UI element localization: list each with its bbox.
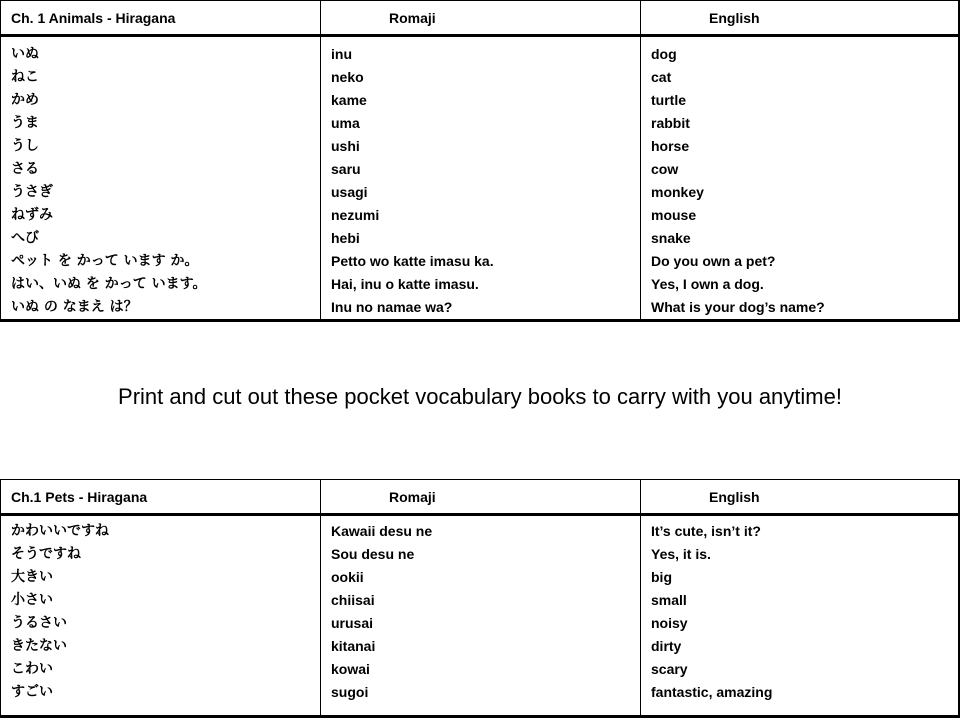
table-header-row bbox=[1, 480, 959, 515]
hiragana-item: こわい bbox=[11, 661, 53, 677]
hiragana-item: さる bbox=[11, 161, 39, 177]
hiragana-item: はい、いぬ を かって います。 bbox=[11, 276, 207, 292]
header-romaji bbox=[321, 1, 641, 36]
hiragana-item: 小さい bbox=[11, 592, 53, 608]
hiragana-item: すごい bbox=[11, 684, 53, 700]
english-item: What is your dog’s name? bbox=[651, 299, 825, 315]
english-item: It’s cute, isn’t it? bbox=[651, 523, 761, 539]
hiragana-column bbox=[1, 36, 321, 321]
romaji-item: Kawaii desu ne bbox=[331, 523, 433, 539]
romaji-item: sugoi bbox=[331, 684, 369, 700]
english-item: mouse bbox=[651, 207, 697, 223]
english-item: cow bbox=[651, 161, 679, 177]
hiragana-list bbox=[11, 520, 320, 704]
romaji-item: saru bbox=[331, 161, 361, 177]
english-item: snake bbox=[651, 230, 691, 246]
animals-vocab-table bbox=[0, 0, 960, 322]
pets-vocab-table bbox=[0, 479, 960, 718]
english-item: turtle bbox=[651, 92, 686, 108]
english-item: noisy bbox=[651, 615, 688, 631]
romaji-column bbox=[321, 515, 641, 717]
hiragana-item: ねこ bbox=[11, 69, 39, 85]
english-item: dirty bbox=[651, 638, 682, 654]
hiragana-item: うさぎ bbox=[11, 184, 53, 200]
table-header-row bbox=[1, 1, 959, 36]
english-item: monkey bbox=[651, 184, 704, 200]
english-item: small bbox=[651, 592, 687, 608]
romaji-item: ushi bbox=[331, 138, 360, 154]
header-hiragana-label: Ch.1 Pets - Hiragana bbox=[11, 488, 148, 505]
romaji-column bbox=[321, 36, 641, 321]
hiragana-column bbox=[1, 515, 321, 717]
hiragana-item: いぬ の なまえ は？ bbox=[11, 299, 138, 315]
romaji-item: uma bbox=[331, 115, 360, 131]
romaji-item: Sou desu ne bbox=[331, 546, 415, 562]
romaji-item: Petto wo katte imasu ka. bbox=[331, 253, 494, 269]
romaji-item: ookii bbox=[331, 569, 364, 585]
english-item: cat bbox=[651, 69, 672, 85]
english-item: fantastic, amazing bbox=[651, 684, 773, 700]
header-english-label: English bbox=[709, 9, 760, 26]
english-item: dog bbox=[651, 46, 677, 62]
hiragana-item: いぬ bbox=[11, 46, 39, 62]
english-list bbox=[651, 43, 958, 319]
romaji-item: chiisai bbox=[331, 592, 375, 608]
english-item: rabbit bbox=[651, 115, 690, 131]
romaji-item: neko bbox=[331, 69, 364, 85]
header-english bbox=[641, 480, 959, 515]
romaji-item: kame bbox=[331, 92, 367, 108]
hiragana-item: うし bbox=[11, 138, 39, 154]
hiragana-item: そうですね bbox=[11, 546, 81, 562]
hiragana-item: ねずみ bbox=[11, 207, 53, 223]
romaji-item: nezumi bbox=[331, 207, 380, 223]
hiragana-item: うま bbox=[11, 115, 39, 131]
romaji-list bbox=[331, 43, 640, 319]
english-list bbox=[651, 520, 958, 704]
romaji-list bbox=[331, 520, 640, 704]
romaji-item: hebi bbox=[331, 230, 360, 246]
header-hiragana bbox=[1, 1, 321, 36]
romaji-item: inu bbox=[331, 46, 352, 62]
english-item: horse bbox=[651, 138, 690, 154]
english-item: Yes, it is. bbox=[651, 546, 711, 562]
header-english-label: English bbox=[709, 488, 760, 505]
romaji-item: urusai bbox=[331, 615, 374, 631]
english-column bbox=[641, 515, 959, 717]
header-romaji bbox=[321, 480, 641, 515]
table-body-row bbox=[1, 36, 959, 321]
english-column bbox=[641, 36, 959, 321]
hiragana-list bbox=[11, 43, 320, 319]
english-item: big bbox=[651, 569, 672, 585]
header-english bbox=[641, 1, 959, 36]
print-caption: Print and cut out these pocket vocabulary books to carry with you anytime! bbox=[118, 384, 842, 409]
english-item: scary bbox=[651, 661, 688, 677]
hiragana-item: かわいいですね bbox=[11, 523, 109, 539]
header-romaji-label: Romaji bbox=[389, 9, 436, 26]
romaji-item: Inu no namae wa? bbox=[331, 299, 453, 315]
romaji-item: usagi bbox=[331, 184, 368, 200]
romaji-item: Hai, inu o katte imasu. bbox=[331, 276, 479, 292]
romaji-item: kitanai bbox=[331, 638, 376, 654]
hiragana-item: 大きい bbox=[11, 569, 53, 585]
hiragana-item: かめ bbox=[11, 92, 39, 108]
table-body-row bbox=[1, 515, 959, 717]
english-item: Yes, I own a dog. bbox=[651, 276, 764, 292]
hiragana-item: きたない bbox=[11, 638, 67, 654]
hiragana-item: うるさい bbox=[11, 615, 67, 631]
header-hiragana-label: Ch. 1 Animals - Hiragana bbox=[11, 9, 176, 26]
header-romaji-label: Romaji bbox=[389, 488, 436, 505]
hiragana-item: ペット を かって います か。 bbox=[11, 253, 199, 269]
english-item: Do you own a pet? bbox=[651, 253, 776, 269]
hiragana-item: へび bbox=[11, 230, 39, 246]
romaji-item: kowai bbox=[331, 661, 370, 677]
header-hiragana bbox=[1, 480, 321, 515]
